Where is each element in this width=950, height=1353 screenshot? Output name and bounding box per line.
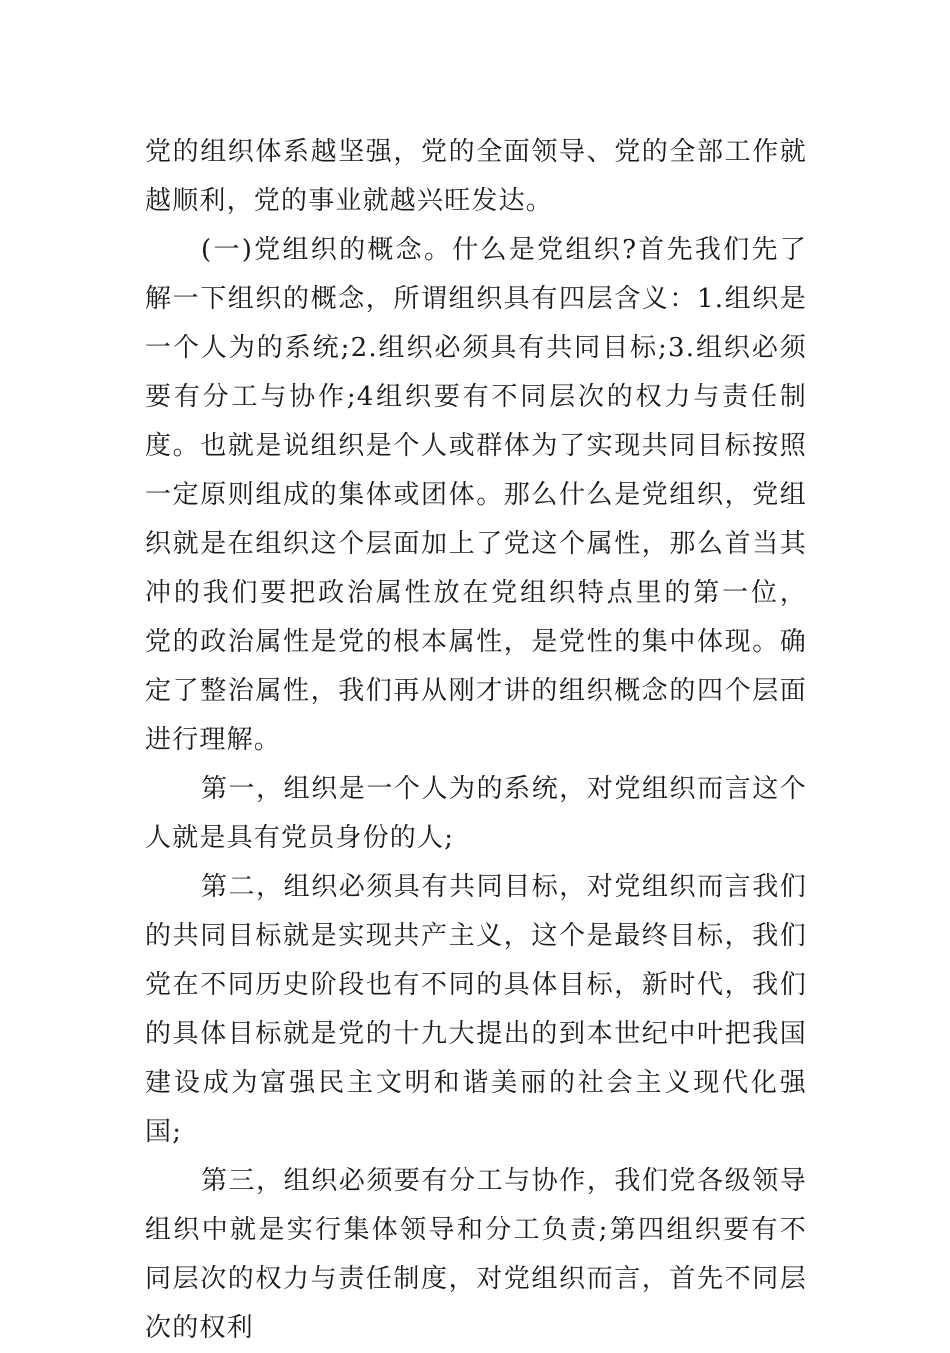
paragraph-party-organization-concept: (一)党组织的概念。什么是党组织?首先我们先了解一下组织的概念，所谓组织具有四层含义：1.组织是一个人为的系统;2.组织必须具有共同目标;3.组织必须要有分工与协作;4组织要有不同层次的权力与责任制度。也就是说组织是个人或群体为了实现共同目标按照一定原则组成的集体或团体。那么什么是党组织，党组织就是在组织这个层面加上了党这个属性，那么首当其冲的我们要把政治属性放在党组织特点里的第一位， 党的政治属性是党的根本属性，是党性的集中体现。确定了整治属性，我们再从刚才讲的组织概念的四个层面进行理解。 [145,235,807,755]
paragraph-second-point: 第二，组织必须具有共同目标，对党组织而言我们的共同目标就是实现共产主义，这个是最终目标，我们党在不同历史阶段也有不同的具体目标，新时代，我们的具体目标就是党的十九大提出的到本世纪中叶把我国建设成为富强民主文明和谐美丽的社会主义现代化强国; [145,872,807,1147]
paragraph-first-point: 第一，组织是一个人为的系统，对党组织而言这个人就是具有党员身份的人; [145,774,807,853]
paragraph-third-point: 第三，组织必须要有分工与协作，我们党各级领导组织中就是实行集体领导和分工负责;第四组织要有不同层次的权力与责任制度，对党组织而言，首先不同层次的权利 [145,1166,807,1343]
paragraph-continuation: 党的组织体系越坚强，党的全面领导、党的全部工作就越顺利，党的事业就越兴旺发达。 [145,137,807,216]
document-body [145,128,807,1353]
